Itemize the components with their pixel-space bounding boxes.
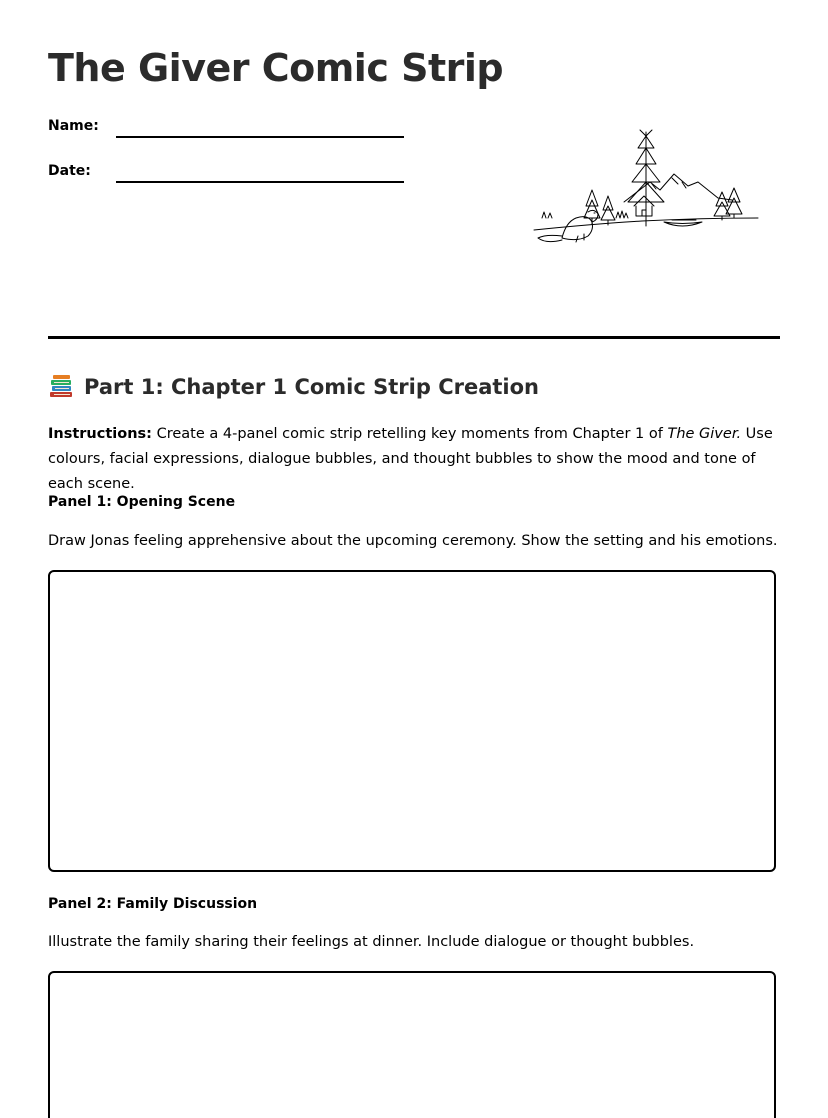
instructions-label: Instructions:	[48, 426, 152, 442]
panel-2-title: Panel 2: Family Discussion	[48, 896, 258, 912]
name-write-line[interactable]	[116, 136, 404, 138]
instructions-paragraph	[48, 422, 788, 497]
part1-heading	[48, 374, 539, 400]
instructions-book-title: The Giver.	[667, 426, 742, 442]
panel-1-drawing-area[interactable]	[48, 570, 776, 872]
name-label: Name:	[48, 118, 99, 134]
name-field	[48, 118, 408, 142]
panel-2-drawing-area[interactable]	[48, 971, 776, 1118]
page-title: The Giver Comic Strip	[48, 46, 504, 90]
beaver-lake-illustration	[532, 126, 764, 244]
instructions-text-1: Create a 4-panel comic strip retelling key moments from Chapter 1 of	[156, 426, 663, 442]
part1-heading-text: Part 1: Chapter 1 Comic Strip Creation	[84, 375, 539, 399]
date-write-line[interactable]	[116, 181, 404, 183]
panel-1-title: Panel 1: Opening Scene	[48, 494, 236, 510]
panel-2-description: Illustrate the family sharing their feelings at dinner. Include dialogue or thought bubbles.	[48, 934, 695, 950]
date-field	[48, 163, 408, 187]
section-divider	[48, 336, 780, 339]
instructions-text-2: Use colours, facial expressions, dialogue bubbles, and thought bubbles to show the mood and tone of each scene.	[48, 426, 773, 492]
books-icon	[48, 374, 74, 400]
date-label: Date:	[48, 163, 91, 179]
panel-1-description: Draw Jonas feeling apprehensive about the upcoming ceremony. Show the setting and his emotions.	[48, 533, 778, 549]
